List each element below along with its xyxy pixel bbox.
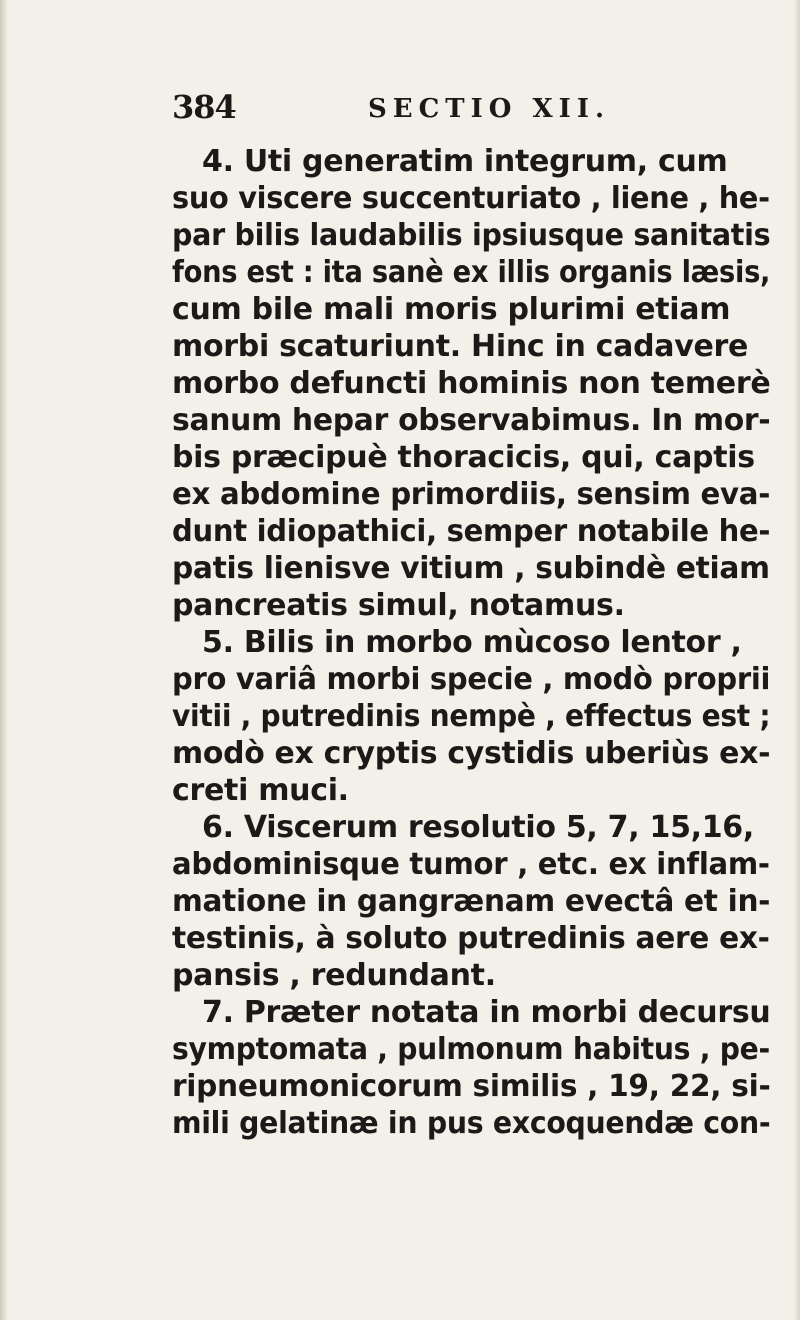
text-line: fons est : ita sanè ex illis organis læsis, [172,255,771,290]
text-line: mili gelatinæ in pus excoquendæ con- [172,1106,771,1141]
text-line: modò ex cryptis cystidis uberiùs ex- [172,736,771,771]
text-line: morbi scaturiunt. Hinc in cadavere [172,329,749,364]
text-line: cum bile mali moris plurimi etiam [172,292,731,327]
text-line: 6. Viscerum resolutio 5, 7, 15,16, [202,810,754,845]
text-line: dunt idiopathici, semper notabile he- [172,514,771,549]
text-line: suo viscere succenturiato , liene , he- [172,181,770,216]
text-line: par bilis laudabilis ipsiusque sanitatis [172,218,771,253]
text-line: 4. Uti generatim integrum, cum [202,144,728,179]
text-line: 7. Præter notata in morbi decursu [202,995,771,1030]
page-number: 384 [172,88,236,126]
running-head: SECTIO XII. [368,94,611,124]
text-line: pansis , redundant. [172,958,496,993]
text-line: pro variâ morbi specie , modò proprii [172,662,771,697]
text-line: creti muci. [172,773,349,808]
text-line: symptomata , pulmonum habitus , pe- [172,1032,770,1067]
text-line: 5. Bilis in morbo mùcoso lentor , [202,625,742,660]
text-line: morbo defuncti hominis non temerè [172,366,771,401]
text-line: ex abdomine primordiis, sensim eva- [172,477,771,512]
text-line: bis præcipuè thoracicis, qui, captis [172,440,755,475]
text-line: vitii , putredinis nempè , effectus est ; [172,699,771,734]
text-line: sanum hepar observabimus. In mor- [172,403,771,438]
text-line: patis lienisve vitium , subindè etiam [172,551,770,586]
text-line: abdominisque tumor , etc. ex inflam- [172,847,770,882]
text-line: ripneumonicorum similis , 19, 22, si- [172,1069,771,1104]
text-line: testinis, à soluto putredinis aere ex- [172,921,770,956]
text-line: matione in gangrænam evectâ et in- [172,884,771,919]
text-line: pancreatis simul, notamus. [172,588,625,623]
